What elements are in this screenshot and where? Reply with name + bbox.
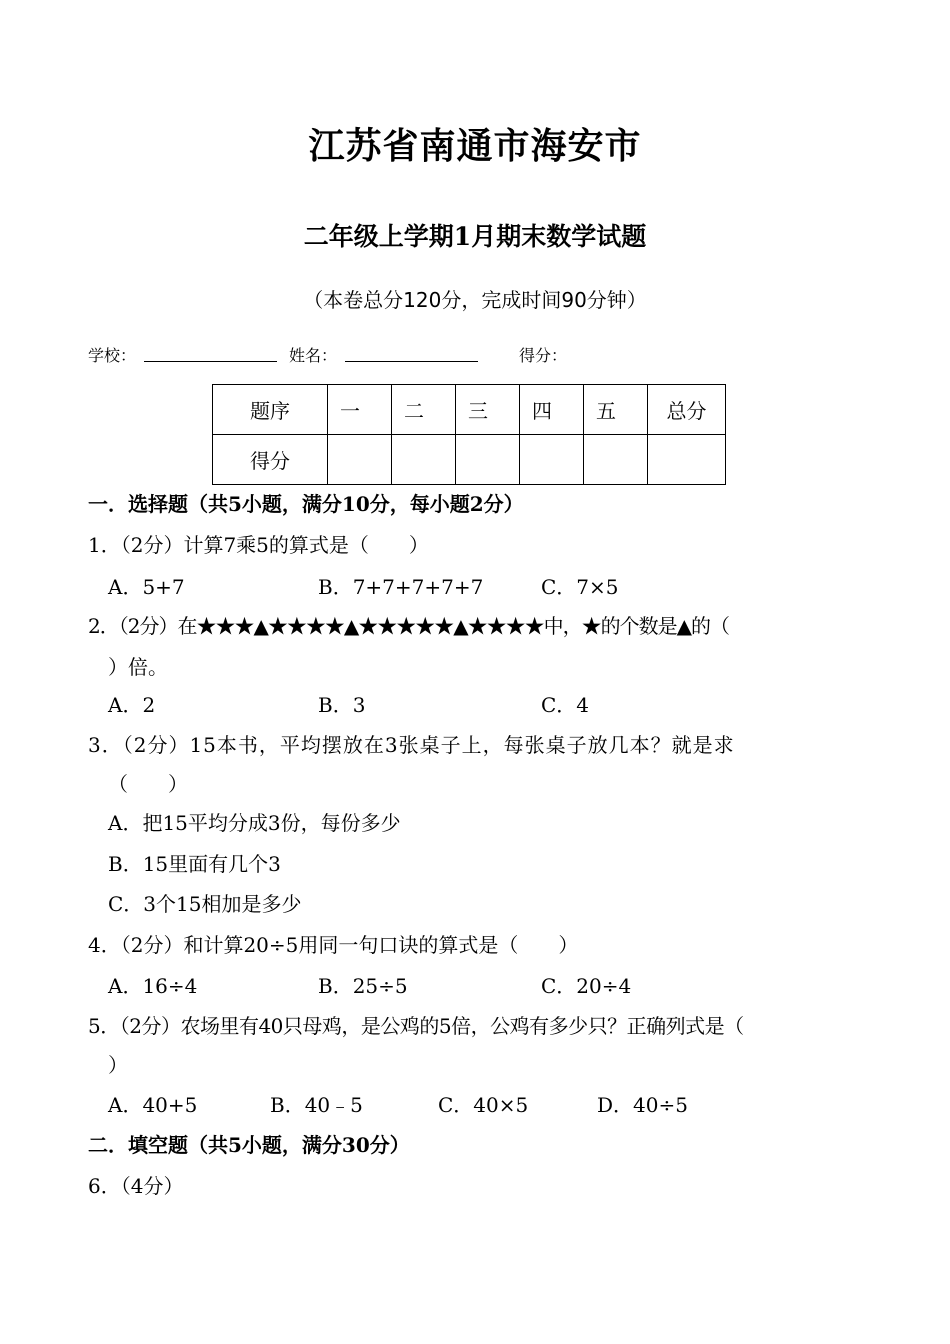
question-5-option-c: C．40×5: [438, 1093, 529, 1117]
school-label: 学校：: [88, 346, 137, 365]
score-cell[interactable]: [520, 435, 584, 485]
question-4-option-c: C．20÷4: [541, 974, 632, 998]
score-table-header: 五: [584, 385, 648, 435]
doc-title: 江苏省南通市海安市: [308, 125, 642, 167]
question-4-stem: 4．（2分）和计算20÷5用同一句口诀的算式是（ ）: [88, 933, 579, 957]
question-3-stem: 3．（2分）15本书，平均摆放在3张桌子上，每张桌子放几本？就是求: [88, 733, 735, 757]
question-4-option-a: A．16÷4: [108, 974, 198, 998]
question-1-stem: 1．（2分）计算7乘5的算式是（ ）: [88, 533, 429, 557]
question-2-option-a: A．2: [108, 693, 156, 717]
score-table-header: 一: [328, 385, 392, 435]
question-3-option-c: C．3个15相加是多少: [108, 892, 302, 916]
question-2-option-c: C．4: [541, 693, 590, 717]
score-cell[interactable]: [392, 435, 456, 485]
question-5-option-d: D．40÷5: [597, 1093, 688, 1117]
doc-subtitle: 二年级上学期1月期末数学试题: [303, 222, 647, 251]
score-row-label: 得分: [213, 435, 328, 485]
question-6-stem: 6．（4分）: [88, 1174, 184, 1198]
score-cell[interactable]: [648, 435, 726, 485]
score-table-header: 题序: [213, 385, 328, 435]
question-2-stem: 2．（2分）在★★★▲★★★★▲★★★★★▲★★★★中，★的个数是▲的（: [88, 614, 729, 638]
score-cell[interactable]: [456, 435, 520, 485]
question-5-option-b: B．40﹣5: [270, 1093, 363, 1117]
score-table-header: 总分: [648, 385, 726, 435]
score-table-header: 三: [456, 385, 520, 435]
question-2-stem-cont: ）倍。: [108, 655, 168, 679]
section-2-title: 二．填空题（共5小题，满分30分）: [88, 1133, 410, 1157]
question-1-option-a: A．5+7: [108, 575, 185, 599]
exam-note: （本卷总分120分，完成时间90分钟）: [303, 288, 647, 312]
question-3-option-b: B．15里面有几个3: [108, 852, 281, 876]
question-5-stem: 5．（2分）农场里有40只母鸡，是公鸡的5倍，公鸡有多少只？正确列式是（: [88, 1014, 744, 1038]
school-blank: [144, 343, 277, 362]
score-table-score-row: [213, 435, 726, 485]
question-2-option-b: B．3: [318, 693, 366, 717]
question-3-stem-cont: （ ）: [108, 772, 188, 796]
question-1-option-c: C．7×5: [541, 575, 619, 599]
question-5-option-a: A．40+5: [108, 1093, 198, 1117]
name-label: 姓名：: [289, 346, 338, 365]
section-1-title: 一．选择题（共5小题，满分10分，每小题2分）: [88, 492, 524, 516]
question-3-option-a: A．把15平均分成3份，每份多少: [108, 811, 401, 835]
score-table: [212, 384, 726, 485]
score-table-header: 四: [520, 385, 584, 435]
score-cell[interactable]: [328, 435, 392, 485]
score-cell[interactable]: [584, 435, 648, 485]
question-4-option-b: B．25÷5: [318, 974, 408, 998]
question-1-option-b: B．7+7+7+7+7: [318, 575, 484, 599]
score-label: 得分：: [519, 346, 568, 365]
question-5-stem-cont: ）: [108, 1053, 128, 1077]
name-blank: [345, 343, 478, 362]
score-table-header-row: [213, 385, 726, 435]
score-table-header: 二: [392, 385, 456, 435]
